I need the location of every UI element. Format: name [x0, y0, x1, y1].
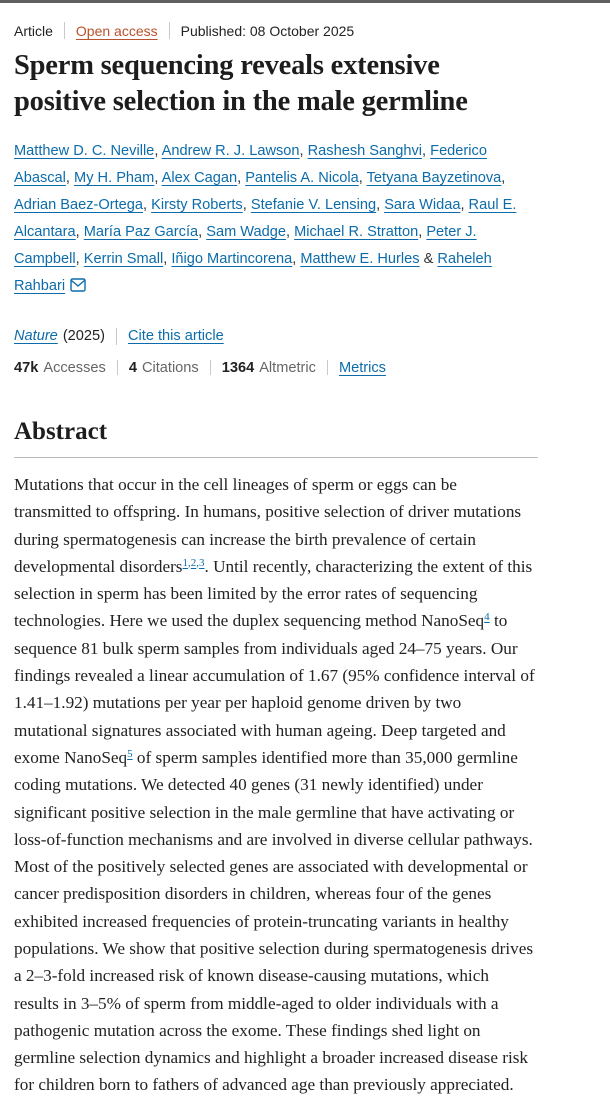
abstract-divider — [14, 457, 538, 458]
journal-year: (2025) — [62, 328, 105, 345]
metric-label: Citations — [141, 359, 199, 376]
open-access-link[interactable]: Open access — [75, 22, 158, 39]
author-link[interactable]: Pantelis A. Nicola — [245, 169, 359, 186]
reference-link[interactable]: 3 — [199, 556, 205, 569]
abstract-section — [14, 418, 538, 1099]
metrics-link[interactable]: Metrics — [338, 359, 386, 376]
separator — [169, 22, 170, 39]
abstract-heading: Abstract — [14, 417, 108, 445]
author-link[interactable]: Tetyana Bayzetinova — [366, 169, 502, 186]
journal-link[interactable]: Nature — [14, 328, 58, 345]
author-link[interactable]: Peter J. Campbell — [14, 223, 477, 267]
separator — [117, 360, 118, 375]
envelope-icon[interactable] — [70, 278, 86, 292]
author-link[interactable]: Sara Widaa — [384, 196, 461, 213]
metric-items — [14, 360, 339, 376]
author-links: Matthew D. C. Neville, Andrew R. J. Lawson, Rashesh Sanghvi, Federico Abascal, My H. Pham, Alex Cagan, Pantelis A. Nicola, Tetyana Bayzetinova, Adrian Baez-Ortega, Kirsty Roberts, Stefanie V. Lensing, Sara Widaa, Raul E. Alcantara, María Paz García, Sam Wadge, Michael R. Stratton, Peter J. Campbell, Kerrin Small, Iñigo Martincorena, Matthew E. Hurles & Raheleh Rahbari — [14, 142, 517, 294]
separator — [210, 360, 211, 375]
metric-label: Accesses — [43, 359, 106, 376]
author-link[interactable]: Matthew D. C. Neville — [14, 142, 155, 159]
separator — [64, 22, 65, 39]
reference-link[interactable]: 1 — [182, 556, 188, 569]
reference-link[interactable]: 4 — [484, 611, 490, 624]
article-title: Sperm sequencing reveals extensive positive selection in the male germline — [14, 50, 468, 118]
reference-superscript — [127, 748, 133, 760]
author-link[interactable]: Stefanie V. Lensing — [250, 196, 377, 213]
author-link[interactable]: Federico Abascal — [14, 142, 487, 186]
reference-superscript: 1,2,3 — [182, 556, 205, 569]
author-list — [14, 138, 538, 300]
article-type-label: Article — [14, 22, 53, 39]
metric-value: 1364 — [221, 359, 255, 376]
journal-row — [14, 328, 538, 345]
author-link[interactable]: Kirsty Roberts — [151, 196, 243, 213]
author-link[interactable]: Kerrin Small — [83, 250, 164, 267]
metric-label: Altmetric — [259, 359, 316, 376]
metric-value: 47k — [14, 359, 39, 376]
abstract-text: Mutations that occur in the cell lineages of sperm or eggs can be transmitted to offspring. In humans, positive selection of driver mutations during spermatogenesis can increase the birth prevalence of certain developmental disorders$^{1,2,3}$. Until recently, characterizing the extent of this selection in sperm has been limited by the error rates of sequencing technologies. Here we used the duplex sequencing method NanoSeq$^4$ to sequence 81 bulk sperm samples from individuals aged 24–75 years. Our findings revealed a linear accumulation of 1.67 (95% confidence interval of 1.41–1.92) mutations per year per haploid genome driven by two mutational signatures associated with human ageing. Deep targeted and exome NanoSeq$^5$ of sperm samples identified more than 35,000 germline coding mutations. We detected 40 genes (31 newly identified) under significant positive selection in the male germline that have activating or loss-of-function mechanisms and are involved in diverse cellular pathways. Most of the positively selected genes are associated with developmental or cancer predisposition disorders in children, whereas four of the genes exhibited increased frequencies of protein-truncating variants in healthy populations. We show that positive selection during spermatogenesis drives a 2–3-fold increased risk of known disease-causing mutations, which results in 3–5% of sperm from middle-aged to older individuals with a pathogenic mutation across the exome. These findings shed light on germline selection dynamics and highlight a broader increased disease risk for children born to fathers of advanced age than previously appreciated. — [14, 474, 535, 1095]
author-link[interactable]: Raheleh Rahbari — [14, 250, 492, 294]
reference-link[interactable]: 5 — [127, 747, 133, 760]
author-link[interactable]: Matthew E. Hurles — [300, 250, 420, 267]
author-link[interactable]: Alex Cagan — [161, 169, 238, 186]
author-link[interactable]: Adrian Baez-Ortega — [14, 196, 143, 213]
author-link[interactable]: My H. Pham — [74, 169, 155, 186]
author-link[interactable]: Sam Wadge — [206, 223, 286, 240]
metric-value: 4 — [128, 359, 137, 376]
article-meta-row — [14, 22, 538, 39]
reference-superscript — [484, 611, 490, 623]
reference-link[interactable]: 2 — [190, 556, 197, 569]
published-date: Published: 08 October 2025 — [180, 22, 355, 39]
separator — [116, 328, 117, 345]
article-page — [0, 3, 610, 1099]
metrics-row — [14, 360, 538, 376]
author-link[interactable]: Michael R. Stratton — [294, 223, 419, 240]
author-link[interactable]: Raul E. Alcantara — [14, 196, 517, 240]
author-link[interactable]: Rashesh Sanghvi — [307, 142, 423, 159]
cite-this-article-link[interactable]: Cite this article — [128, 328, 224, 345]
author-link[interactable]: Iñigo Martincorena — [171, 250, 293, 267]
author-link[interactable]: María Paz García — [83, 223, 199, 240]
author-link[interactable]: Andrew R. J. Lawson — [161, 142, 300, 159]
separator — [327, 360, 328, 375]
